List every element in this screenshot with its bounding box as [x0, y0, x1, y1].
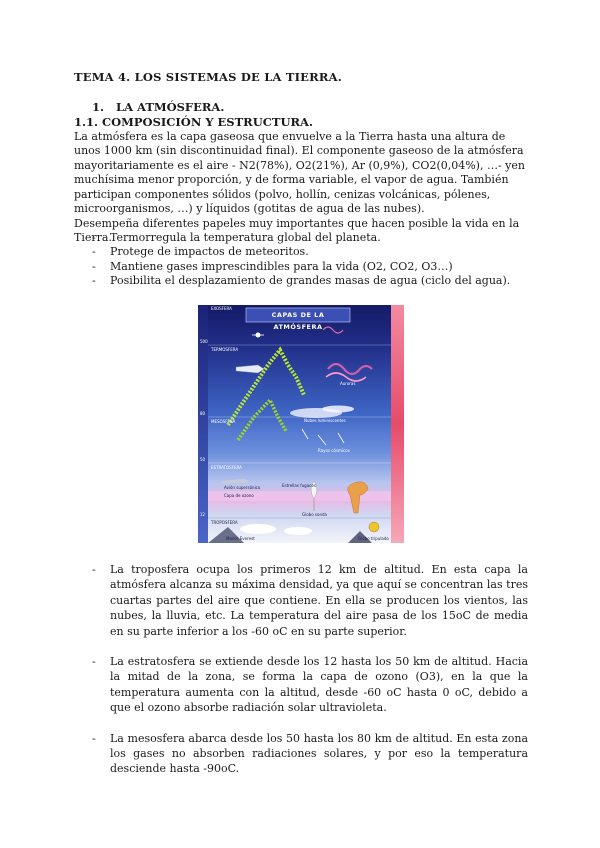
list-item: - La estratosfera se extiende desde los 12 hasta los 50 km de altitud. Hacia la mitad de la zona, se forma la capa de ozono (O3), en la que la temperatura aumenta con la altitud, desde -60 oC hasta 0 oC, debido a que el ozono absorbe radiación solar ultravioleta.: [92, 654, 528, 716]
list-item: - La mesosfera abarca desde los 50 hasta los 80 km de altitud. En esta zona los gases no absorben radiaciones solares, y por eso la temperatura desciende hasta -90oC.: [92, 731, 528, 777]
balloon-label: Globo tripulado: [358, 536, 389, 541]
layer-label-mesosfera: MESOSFERA: [211, 419, 236, 424]
clouds-label: Nubes luminiscentes: [304, 418, 346, 423]
section-heading: [92, 100, 224, 114]
roles-list: [92, 231, 528, 289]
layer-label-estratosfera: ESTRATOSFERA: [211, 465, 242, 470]
svg-text:12: 12: [200, 512, 206, 517]
figure-title: CAPAS DE LA ATMÓSFERA: [271, 311, 325, 331]
everest-label: Monte Everest: [226, 536, 255, 541]
section-label: LA ATMÓSFERA.: [116, 100, 225, 114]
cosmic-label: Rayos cósmicos: [318, 448, 350, 453]
list-item: - La troposfera ocupa los primeros 12 km de altitud. En esta capa la atmósfera alcanza su máxima densidad, ya que aquí se concentran las tres cuartas partes del aire que contiene. En ella se producen los vientos, las nubes, la lluvia, etc. La temperatura del aire pasa de los 15oC de media en su parte inferior a los -60 oC en su parte superior.: [92, 562, 528, 639]
subsection-heading: 1.1. COMPOSICIÓN Y ESTRUCTURA.: [74, 115, 313, 129]
svg-text:50: 50: [200, 457, 206, 462]
list-item: - Mantiene gases imprescindibles para la vida (O2, CO2, O3…): [92, 260, 528, 274]
svg-text:80: 80: [200, 411, 206, 416]
layer-label-exosfera: EXOSFERA: [211, 306, 232, 311]
list-item: - Termorregula la temperatura global del planeta.: [92, 231, 528, 245]
intro-paragraph: La atmósfera es la capa gaseosa que envuelve a la Tierra hasta una altura de unos 1000 km (sin discontinuidad final). El componente gaseoso de la atmósfera mayoritariamente es el aire - N2(78%), O2(21%), Ar (0,9%), CO2(0,04%), …- yen muchísima menor proporción, y de forma variable, el vapor de agua. También participan componentes sólidos (polvo, hollín, cenizas volcánicas, pólenes, microorganismos, …) y líquidos (gotitas de agua de las nubes).: [74, 130, 525, 216]
section-number: 1.: [92, 100, 105, 114]
atmosphere-illustration: [198, 305, 404, 543]
layer-label-troposfera: TROPOSFERA: [211, 520, 238, 525]
sounding-balloon-label: Globo sonda: [302, 512, 327, 517]
list-item: - Protege de impactos de meteoritos.: [92, 245, 528, 259]
roles-intro: Desempeña diferentes papeles muy importantes que hacen posible la vida en la Tierra.: [74, 217, 520, 245]
shooting-stars-label: Estrellas fugaces: [282, 483, 316, 488]
list-item: - Posibilita el desplazamiento de grandes masas de agua (ciclo del agua).: [92, 274, 528, 288]
ozone-label: Capa de ozono: [224, 493, 254, 498]
svg-text:500: 500: [200, 339, 208, 344]
atmosphere-layers-figure: [198, 305, 404, 543]
layer-label-termosfera: TERMOSFERA: [211, 347, 239, 352]
auroras-label: Auroras: [340, 381, 356, 386]
layers-description-list: [92, 562, 528, 792]
page-title: TEMA 4. LOS SISTEMAS DE LA TIERRA.: [74, 70, 342, 84]
plane-label: Avión supersónico: [224, 485, 261, 490]
